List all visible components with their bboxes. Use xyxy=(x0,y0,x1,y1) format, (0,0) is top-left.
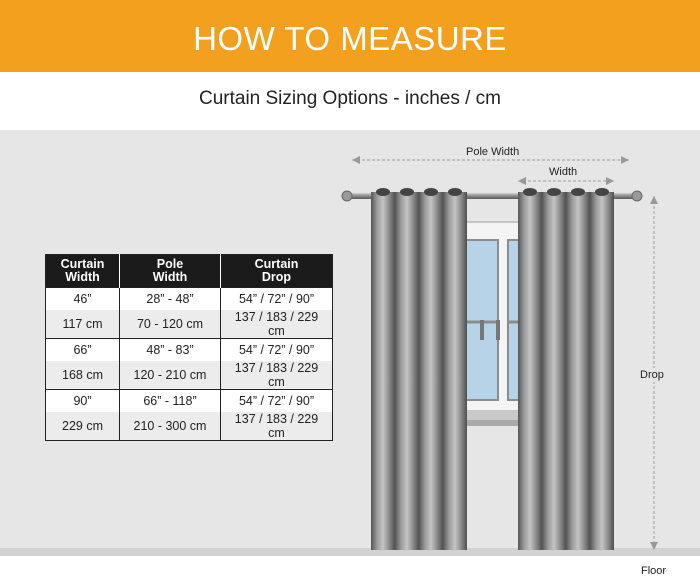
table-cell: 46” xyxy=(46,288,120,311)
header-curtain-width-text: Curtain Width xyxy=(60,257,105,284)
table-cell: 48” - 83” xyxy=(120,339,221,362)
curtain-panel-right xyxy=(518,188,614,550)
table-cell: 54” / 72” / 90” xyxy=(221,288,333,311)
table-cell: 137 / 183 / 229 cm xyxy=(221,361,333,390)
table-cell: 117 cm xyxy=(46,310,120,339)
page-title: HOW TO MEASURE xyxy=(193,20,507,57)
table-cell: 54” / 72” / 90” xyxy=(221,339,333,362)
curtain-panel-left xyxy=(371,188,467,550)
header-curtain-drop-text: Curtain Drop xyxy=(254,257,299,284)
table-cell: 137 / 183 / 229 cm xyxy=(221,310,333,339)
table-row xyxy=(46,361,333,390)
table-cell: 70 - 120 cm xyxy=(120,310,221,339)
header-pole-width-text: Pole Width xyxy=(152,257,188,284)
table-cell: 90” xyxy=(46,390,120,413)
window-handle-left xyxy=(480,320,484,340)
table-cell: 120 - 210 cm xyxy=(120,361,221,390)
table-row xyxy=(46,390,333,413)
table-cell: 137 / 183 / 229 cm xyxy=(221,412,333,441)
table-cell: 66” xyxy=(46,339,120,362)
pole-finial-left xyxy=(342,191,352,201)
table-row xyxy=(46,339,333,362)
table-row xyxy=(46,288,333,311)
sizing-table xyxy=(45,254,333,441)
table-cell: 54” / 72” / 90” xyxy=(221,390,333,413)
table-cell: 229 cm xyxy=(46,412,120,441)
table-cell: 28” - 48” xyxy=(120,288,221,311)
floor-label: Floor xyxy=(641,565,667,577)
header-curtain-width xyxy=(46,255,120,288)
width-label: Width xyxy=(549,166,578,178)
table-cell: 210 - 300 cm xyxy=(120,412,221,441)
header-pole-width xyxy=(120,255,221,288)
pole-width-label: Pole Width xyxy=(466,146,520,158)
page-subtitle: Curtain Sizing Options - inches / cm xyxy=(198,88,501,109)
table-row xyxy=(46,310,333,339)
width-dimension xyxy=(518,177,614,185)
window-handle-right xyxy=(496,320,500,340)
pole-finial-right xyxy=(632,191,642,201)
drop-label: Drop xyxy=(640,369,664,381)
table-header-row xyxy=(46,255,333,288)
table-row xyxy=(46,412,333,441)
table-cell: 66” - 118” xyxy=(120,390,221,413)
header-curtain-drop xyxy=(221,255,333,288)
table-cell: 168 cm xyxy=(46,361,120,390)
